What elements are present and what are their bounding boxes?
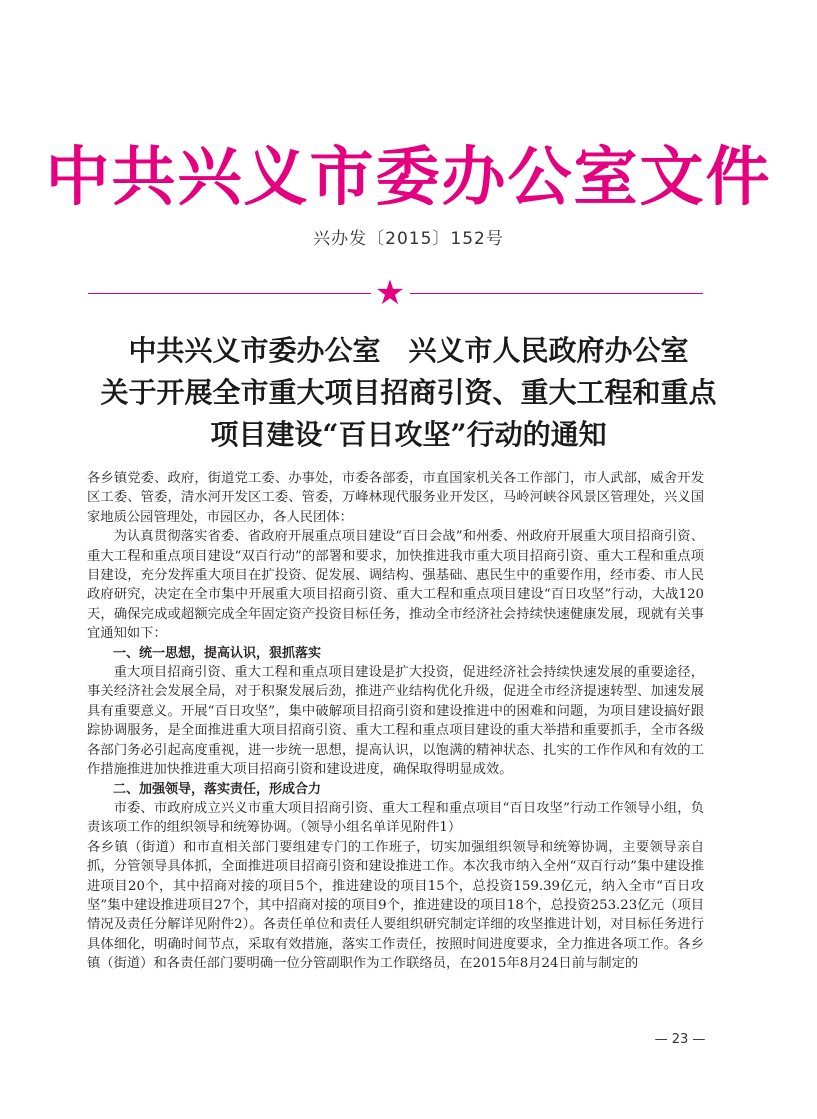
section-1-paragraph: 重大项目招商引资、重大工程和重点项目建设是扩大投资，促进经济社会持续快速发展的重要途径，事关经济社会发展全局，对于积聚发展后劲，推进产业结构优化升级，促进全市经济提速转型、加速发展具有重要意义。开展“百日攻坚”，集中破解项目招商引资和建设推进中的困难和问题，为项目建设搞好跟踪协调服务，是全面推进重大项目招商引资、重大工程和重点项目建设的重大举措和重要抓手，全市各级各部门务必引起高度重视，进一步统一思想，提高认识，以饱满的精神状态、扎实的工作作风和有效的工作措施推进加快推进重大项目招商引资和建设进度，确保取得明显成效。: [87, 665, 704, 778]
star-icon: ★: [374, 273, 406, 313]
notice-title: [60, 330, 757, 456]
notice-title-line: 项目建设“百日攻坚”行动的通知: [210, 418, 607, 451]
section-heading-2: 二、加强领导，落实责任，形成合力: [113, 781, 322, 797]
notice-title-line: 中共兴义市委办公室 兴义市人民政府办公室: [128, 334, 689, 367]
document-body: [87, 469, 704, 974]
red-divider-right: [410, 293, 703, 294]
notice-title-line: 关于开展全市重大项目招商引资、重大工程和重点: [100, 376, 717, 409]
section-2-paragraph-1: 市委、市政府成立兴义市重大项目招商引资、重大工程和重点项目“百日攻坚”行动工作领导小组，负责该项工作的组织领导和统筹协调。（领导小组名单详见附件1）: [87, 800, 704, 836]
section-heading-1: 一、统一思想，提高认识，狠抓落实: [113, 645, 322, 661]
section-2-paragraph-2: 各乡镇（街道）和市直相关部门要组建专门的工作班子，切实加强组织领导和统筹协调，主要领导亲自抓，分管领导具体抓，全面推进项目招商引资和建设推进工作。本次我市纳入全州“双百行动”集中建设推进项目20个，其中招商对接的项目5个，推进建设的项目15个，总投资159.39亿元，纳入全市“百日攻坚”集中建设推进项目27个，其中招商对接的项目9个，推进建设的项目18个，总投资253.23亿元（项目情况及责任分解详见附件2）。各责任单位和责任人要组织研究制定详细的攻坚推进计划，对目标任务进行具体细化，明确时间节点，采取有效措施，落实工作责任，按照时间进度要求，全力推进各项工作。各乡镇（街道）和各责任部门要明确一位分管副职作为工作联络员，在2015年8月24日前与制定的: [87, 839, 704, 972]
masthead-title: 中共兴义市委办公室文件: [45, 140, 772, 215]
page-number: — 23 —: [654, 1032, 706, 1047]
intro-paragraph: 为认真贯彻落实省委、省政府开展重点项目建设“百日会战”和州委、州政府开展重大项目招商引资、重大工程和重点项目建设“双百行动”的部署和要求，加快推进我市重大项目招商引资、重大工程和重点项目建设，充分发挥重大项目在扩投资、促发展、调结构、强基础、惠民生中的重要作用，经市委、市人民政府研究，决定在全市集中开展重大项目招商引资、重大工程和重点项目建设“百日攻坚”行动，大战120天，确保完成或超额完成全年固定资产投资目标任务，推动全市经济社会持续快速健康发展，现就有关事宜通知如下：: [87, 529, 704, 642]
red-divider-left: [88, 293, 371, 294]
document-number: 兴办发〔2015〕152号: [313, 229, 504, 249]
addressees: 各乡镇党委、政府，街道党工委、办事处，市委各部委，市直国家机关各工作部门，市人武部，威舍开发区工委、管委，清水河开发区工委、管委，万峰林现代服务业开发区，马岭河峡谷风景区管理处，兴义国家地质公园管理处，市园区办，各人民团体：: [87, 471, 704, 525]
